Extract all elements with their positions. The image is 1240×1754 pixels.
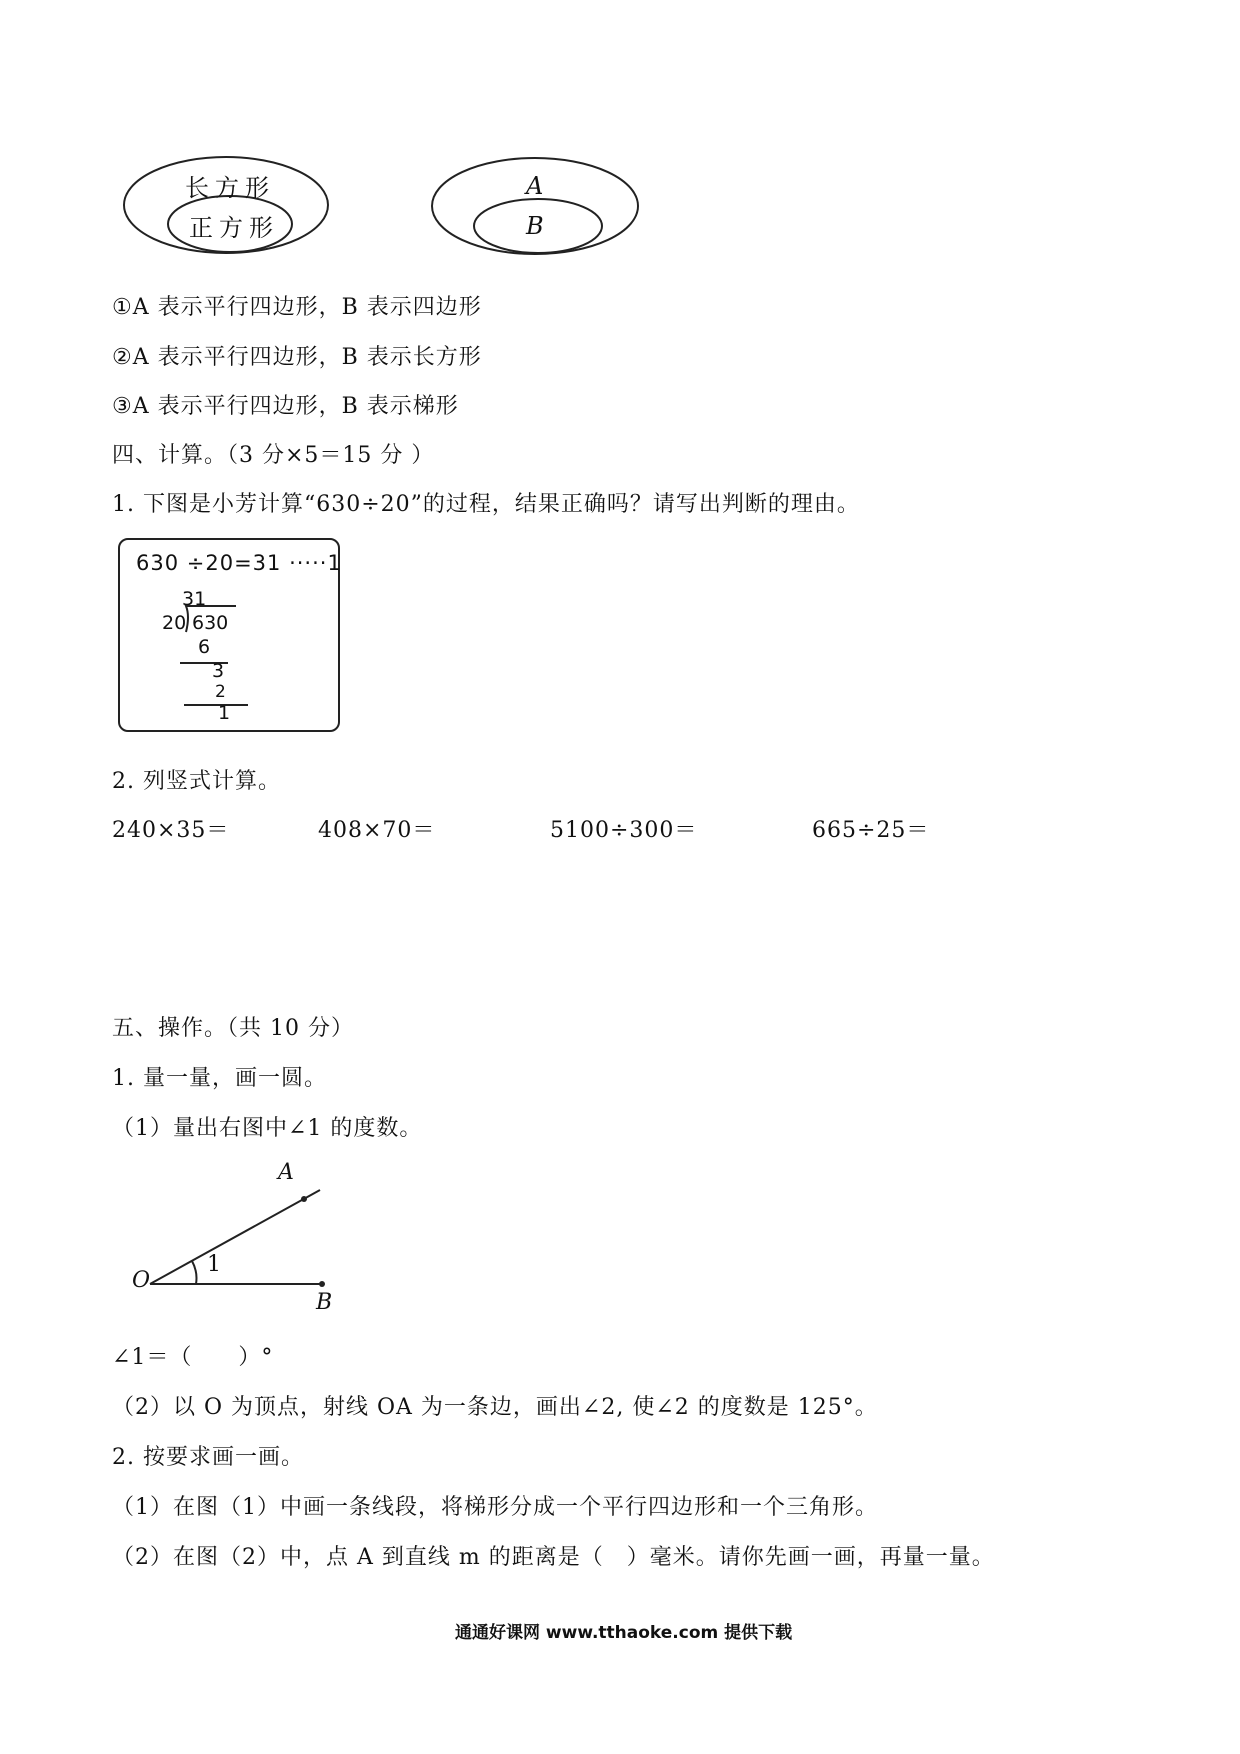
calc-4: 665÷25＝ <box>812 818 930 843</box>
venn-diagram-right <box>428 150 648 260</box>
section4-heading: 四、计算。（3 分×5＝15 分 ） <box>112 443 435 468</box>
angle-label-o: O <box>132 1268 151 1293</box>
option-3: ③A 表示平行四边形，B 表示梯形 <box>112 394 459 419</box>
handwritten-equation: 630 ÷20=31 ·····1 <box>136 551 342 575</box>
handwritten-step3: 2 <box>215 682 226 702</box>
calc-2: 408×70＝ <box>318 818 436 843</box>
handwritten-step2: 3 <box>212 660 225 682</box>
section5-question2: 2. 按要求画一画。 <box>112 1445 304 1470</box>
venn-diagram-left <box>118 150 338 260</box>
venn-right-inner-label: B <box>526 212 544 240</box>
angle-figure <box>130 1160 370 1300</box>
page-footer: 通通好课网 www.tthaoke.com 提供下载 <box>455 1623 793 1643</box>
section5-question1-part2: （2）以 O 为顶点，射线 OA 为一条边，画出∠2, 使∠2 的度数是 125°。 <box>112 1395 878 1420</box>
division-rule-2 <box>184 704 248 706</box>
handwritten-remainder: 1 <box>218 702 231 724</box>
handwritten-divisor: 20 <box>162 612 187 634</box>
calc-1: 240×35＝ <box>112 818 230 843</box>
section5-heading: 五、操作。（共 10 分） <box>112 1016 354 1041</box>
calc-3: 5100÷300＝ <box>550 818 698 843</box>
option-1: ①A 表示平行四边形，B 表示四边形 <box>112 295 482 320</box>
section4-question1: 1. 下图是小芳计算“630÷20”的过程，结果正确吗？请写出判断的理由。 <box>112 492 860 517</box>
venn-left-outer-label: 长方形 <box>185 174 275 202</box>
option-2: ②A 表示平行四边形，B 表示长方形 <box>112 345 482 370</box>
venn-right-outer-label: A <box>526 172 544 200</box>
section5-question1: 1. 量一量，画一圆。 <box>112 1066 327 1091</box>
section5-question2-part1: （1）在图（1）中画一条线段，将梯形分成一个平行四边形和一个三角形。 <box>112 1495 878 1520</box>
angle-label-b: B <box>316 1290 333 1315</box>
long-division-bracket <box>180 604 240 634</box>
section5-question2-part2: （2）在图（2）中，点 A 到直线 m 的距离是（ ）毫米。请你先画一画，再量一量。 <box>112 1545 995 1570</box>
angle-label-1: 1 <box>207 1252 221 1277</box>
section5-question1-part1: （1）量出右图中∠1 的度数。 <box>112 1116 423 1141</box>
handwritten-quotient: 31 <box>182 588 207 610</box>
venn-left-inner-label: 正方形 <box>189 214 279 242</box>
section4-question2: 2. 列竖式计算。 <box>112 769 281 794</box>
handwritten-dividend: 630 <box>192 612 229 634</box>
angle-label-a: A <box>278 1160 294 1185</box>
angle-answer-line: ∠1＝（ ）° <box>112 1345 274 1370</box>
handwritten-step1: 6 <box>198 636 211 658</box>
